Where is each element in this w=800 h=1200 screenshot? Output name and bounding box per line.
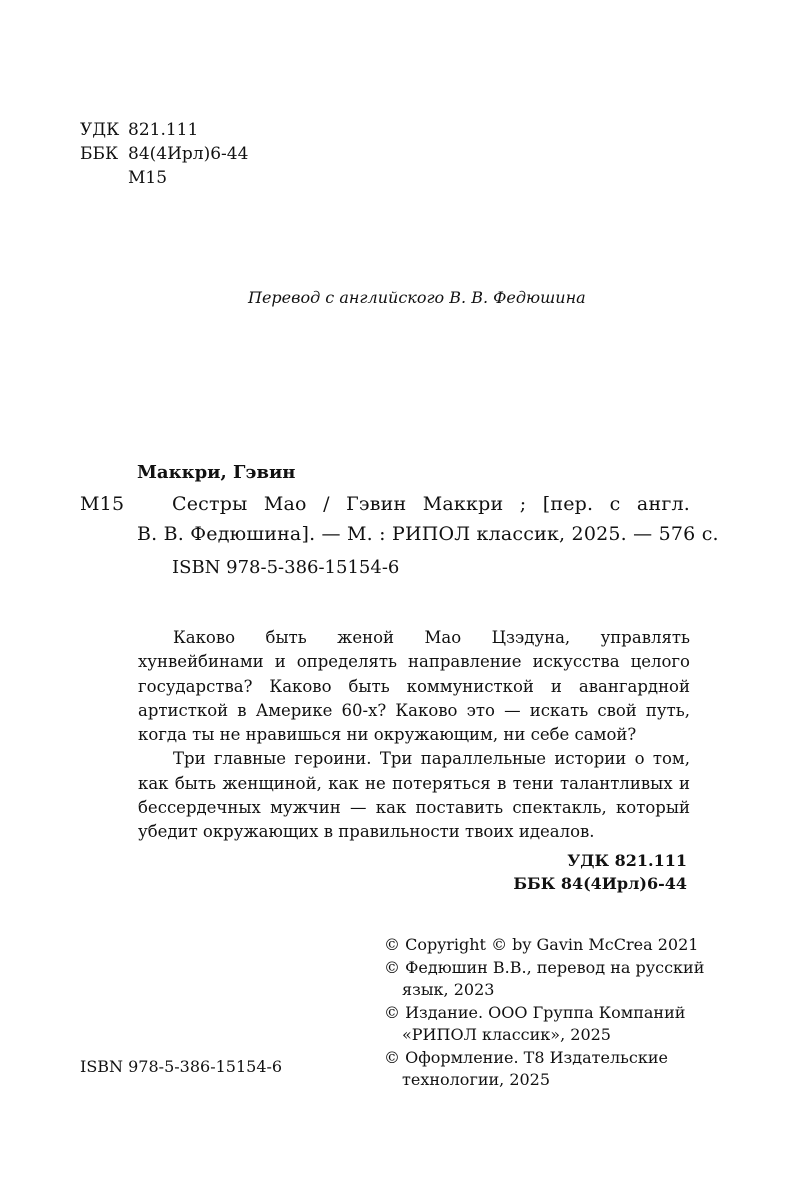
author-mark: М15 bbox=[80, 493, 125, 515]
biblio-isbn: ISBN 978-5-386-15154-6 bbox=[172, 557, 400, 578]
udk-label: УДК bbox=[80, 120, 120, 140]
annotation bbox=[138, 626, 690, 845]
copyright-line-3: язык, 2023 bbox=[402, 980, 495, 999]
translation-note: Перевод с английского В. В. Федюшина bbox=[248, 288, 586, 307]
copyright-line-2: © Федюшин В.В., перевод на русский bbox=[384, 957, 705, 977]
udk-value: 821.111 bbox=[128, 120, 199, 140]
copyright-line-4: © Издание. ООО Группа Компаний bbox=[384, 1002, 686, 1022]
classification-block bbox=[80, 118, 280, 190]
copyright-line-7: технологии, 2025 bbox=[402, 1070, 551, 1089]
right-classification bbox=[513, 849, 687, 895]
copyright-line-1: © Copyright © by Gavin McCrea 2021 bbox=[384, 935, 699, 954]
right-bbk: ББК 84(4Ирл)6-44 bbox=[513, 874, 687, 893]
bbk-label: ББК bbox=[80, 144, 119, 164]
copyright-block bbox=[384, 934, 704, 1092]
biblio-line-1: Сестры Мао / Гэвин Маккри ; [пер. с англ. bbox=[172, 493, 690, 515]
author-mark-top: М15 bbox=[128, 168, 168, 188]
author-heading: Маккри, Гэвин bbox=[137, 462, 296, 483]
bottom-isbn: ISBN 978-5-386-15154-6 bbox=[80, 1057, 283, 1076]
right-udk: УДК 821.111 bbox=[567, 851, 687, 870]
copyright-line-6: © Оформление. Т8 Издательские bbox=[384, 1047, 668, 1067]
annotation-paragraph-1: Каково быть женой Мао Цзэдуна, управлять хунвейбинами и определять направление искусства целого государства? Каково быть коммунисткой и авангардной артисткой в Америке 60-х? Каково это — искать свой путь, когда ты не нравишься ни окружающим, ни себе самой? bbox=[138, 628, 690, 745]
biblio-line-2: В. В. Федюшина]. — М. : РИПОЛ классик, 2025. — 576 с. bbox=[137, 523, 719, 545]
bbk-value: 84(4Ирл)6-44 bbox=[128, 144, 249, 164]
copyright-line-5: «РИПОЛ классик», 2025 bbox=[402, 1025, 611, 1044]
annotation-paragraph-2: Три главные героини. Три параллельные истории о том, как быть женщиной, как не потеряться в тени талантливых и бессердечных мужчин — как поставить спектакль, который убедит окружающих в правильности твоих идеалов. bbox=[138, 749, 690, 842]
